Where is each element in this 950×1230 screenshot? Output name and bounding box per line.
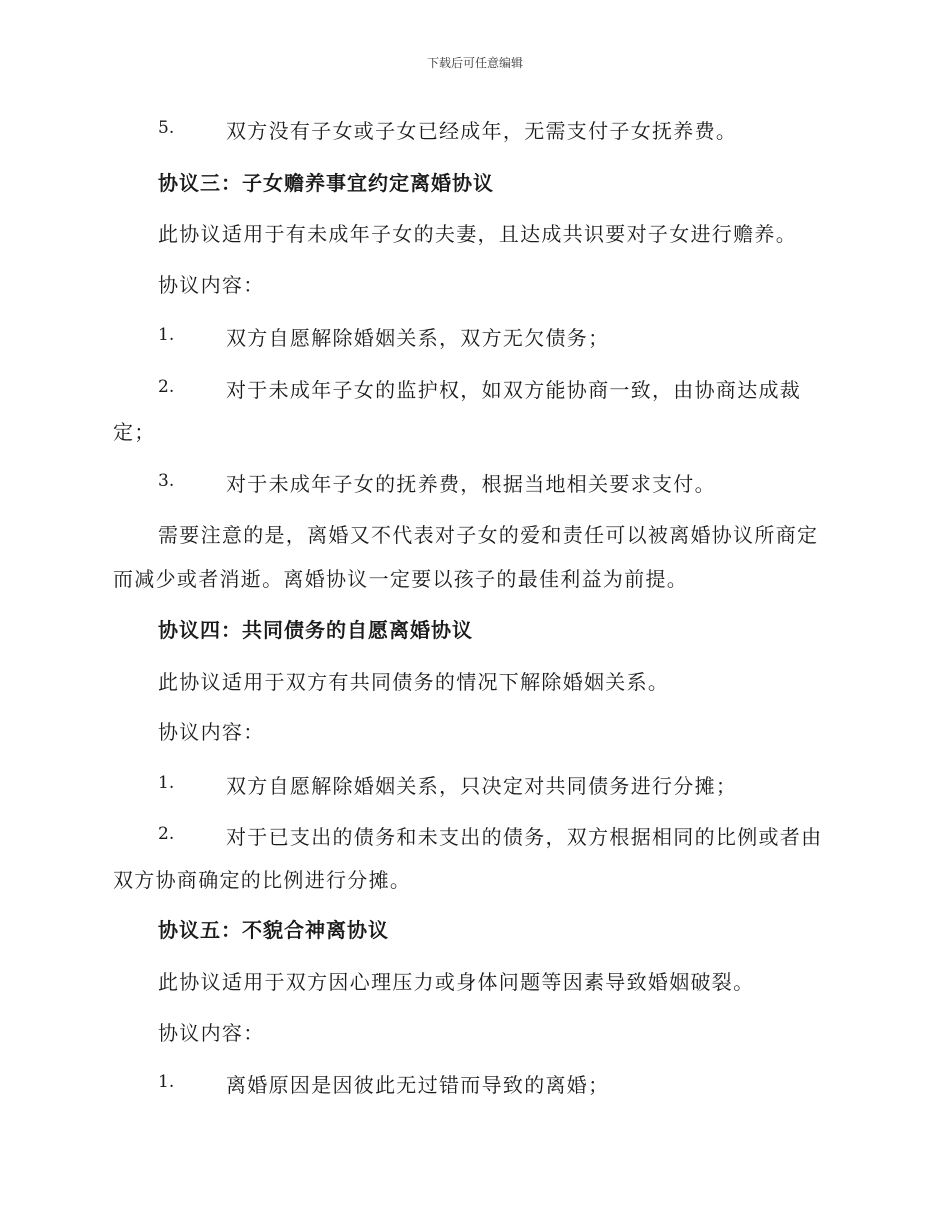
- list-item-text: 对于未成年子女的抚养费，根据当地相关要求支付。: [226, 472, 716, 496]
- list-number: 3.: [158, 471, 175, 491]
- list-item-text: 双方自愿解除婚姻关系，双方无欠债务；: [226, 326, 610, 350]
- section-heading: 协议三：子女赡养事宜约定离婚协议: [158, 171, 494, 195]
- list-number: 5.: [158, 118, 175, 138]
- list-number: 1.: [158, 325, 175, 345]
- list-number: 2.: [158, 377, 175, 397]
- list-item-text: 离婚原因是因彼此无过错而导致的离婚；: [226, 1073, 610, 1097]
- page-header: 下载后可任意编辑: [426, 56, 523, 70]
- paragraph-continuation: 而减少或者消逝。离婚协议一定要以孩子的最佳利益为前提。: [113, 567, 689, 591]
- list-number: 2.: [158, 824, 175, 844]
- content-label: 协议内容：: [158, 273, 265, 297]
- list-item-text: 双方没有子女或子女已经成年，无需支付子女抚养费。: [226, 119, 738, 143]
- list-item-text: 对于已支出的债务和未支出的债务，双方根据相同的比例或者由: [226, 825, 823, 849]
- list-item-text: 对于未成年子女的监护权，如双方能协商一致，由协商达成裁: [226, 378, 802, 402]
- content-label: 协议内容：: [158, 1021, 265, 1045]
- paragraph: 此协议适用于双方因心理压力或身体问题等因素导致婚姻破裂。: [158, 970, 755, 994]
- paragraph: 需要注意的是，离婚又不代表对子女的爱和责任可以被离婚协议所商定: [158, 523, 819, 547]
- paragraph: 此协议适用于双方有共同债务的情况下解除婚姻关系。: [158, 670, 670, 694]
- content-label: 协议内容：: [158, 720, 265, 744]
- paragraph: 此协议适用于有未成年子女的夫妻，且达成共识要对子女进行赡养。: [158, 222, 797, 246]
- list-item-text: 双方自愿解除婚姻关系，只决定对共同债务进行分摊；: [226, 774, 738, 798]
- list-number: 1.: [158, 1072, 175, 1092]
- list-item-continuation: 定；: [113, 420, 156, 444]
- section-heading: 协议四：共同债务的自愿离婚协议: [158, 618, 473, 642]
- section-heading: 协议五：不貌合神离协议: [158, 918, 389, 942]
- list-number: 1.: [158, 773, 175, 793]
- list-item-continuation: 双方协商确定的比例进行分摊。: [113, 868, 412, 892]
